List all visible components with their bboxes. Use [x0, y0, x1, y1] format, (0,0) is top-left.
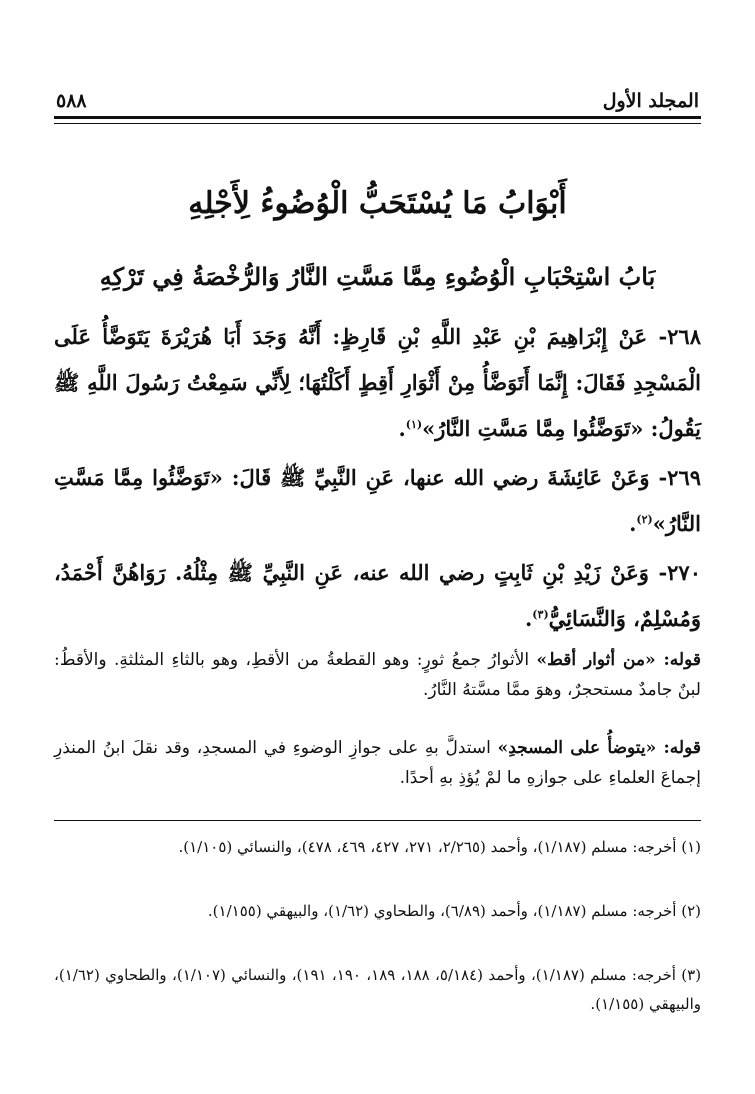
hadith-269: ٢٦٩- وَعَنْ عَائِشَةَ رضي الله عنها، عَنِ النَّبِيِّ ﷺ قَالَ: «تَوَضَّئُوا مِمَّا مَسَّتِ النَّارُ»$^{(٢)}$.	[54, 465, 702, 536]
hadith-text: عَنْ إِبْرَاهِيمَ بْنِ عَبْدِ اللَّهِ بْنِ قَارِظٍ: أَنَّهُ وَجَدَ أَبَا هُرَيْرَةَ يَتَوَضَّأُ عَلَى الْمَسْجِدِ فَقَالَ: إِنَّمَا أَتَوَضَّأُ مِنْ أَثْوَارِ أَقِطٍ أَكَلْتُهَا؛ لِأَنِّي سَمِعْتُ رَسُولَ اللَّهِ ﷺ يَقُولُ: «تَوَضَّئُوا مِمَّا مَسَّتِ النَّارُ»	[54, 324, 701, 441]
footnote-ref: (٣)	[532, 608, 549, 621]
commentary-lead: قوله: «يتوضأُ على المسجدِ»	[497, 738, 701, 758]
hadith-268: ٢٦٨- عَنْ إِبْرَاهِيمَ بْنِ عَبْدِ اللَّهِ بْنِ قَارِظٍ: أَنَّهُ وَجَدَ أَبَا هُرَيْرَةَ يَتَوَضَّأُ عَلَى الْمَسْجِدِ فَقَالَ: إِنَّمَا أَتَوَضَّأُ مِنْ أَثْوَارِ أَقِطٍ أَكَلْتُهَا؛ لِأَنِّي سَمِعْتُ رَسُولَ اللَّهِ ﷺ يَقُولُ: «تَوَضَّئُوا مِمَّا مَسَّتِ النَّارُ»$^{(١)}$.	[54, 324, 701, 441]
footnote: (١) أخرجه: مسلم (١/١٨٧)، وأحمد (٢/٢٦٥، ٢٧١، ٤٢٧، ٤٦٩، ٤٧٨)، والنسائي (١/١٠٥).	[178, 838, 701, 856]
hadith-text: وَعَنْ عَائِشَةَ رضي الله عنها، عَنِ النَّبِيِّ ﷺ قَالَ: «تَوَضَّئُوا مِمَّا مَسَّتِ النَّارُ»	[54, 465, 701, 536]
hadith-270: ٢٧٠- وَعَنْ زَيْدِ بْنِ ثَابِتٍ رضي الله عنه، عَنِ النَّبِيِّ ﷺ مِثْلُهُ. رَوَاهُنَّ أَحْمَدُ، وَمُسْلِمٌ، وَالنَّسَائِيُّ$^{(٣)}$.	[54, 560, 701, 631]
section-title: أَبْوَابُ مَا يُسْتَحَبُّ الْوُضُوءُ لِأَجْلِهِ	[188, 186, 567, 221]
header-rule-thick	[54, 116, 701, 119]
running-header	[56, 80, 699, 112]
hadith-number: ٢٦٩-	[658, 465, 702, 490]
header-rule-thin	[54, 123, 701, 124]
footnote: (٢) أخرجه: مسلم (١/١٨٧)، وأحمد (٦/٨٩)، والطحاوي (١/٦٢)، والبيهقي (١/١٥٥).	[207, 902, 701, 920]
footnote: (٣) أخرجه: مسلم (١/١٨٧)، وأحمد (٥/١٨٤، ١٨٨، ١٨٩، ١٩٠، ١٩١)، والنسائي (١/١٠٧)، والطحاوي (١/٦٢)، والبيهقي (١/١٥٥).	[54, 966, 702, 1013]
hadith-number: ٢٧٠-	[658, 560, 701, 585]
commentary-text: استدلَّ بهِ على جوازِ الوضوءِ في المسجدِ، وقد نقلَ ابنُ المنذرِ إجماعَ العلماءِ على جوازهِ ما لمْ يُؤذِ بهِ أحدًا.	[54, 738, 701, 788]
hadith-number: ٢٦٨-	[658, 324, 701, 349]
footnote-ref: (١)	[405, 418, 423, 431]
commentary-lead: قوله: «من أثوار أقط»	[536, 650, 701, 670]
commentary-paragraph	[54, 733, 701, 793]
footnote-divider	[54, 820, 701, 821]
commentary-paragraph	[54, 645, 701, 705]
page-number: ٥٨٨	[56, 90, 87, 112]
hadith-text: وَعَنْ زَيْدِ بْنِ ثَابِتٍ رضي الله عنه، عَنِ النَّبِيِّ ﷺ مِثْلُهُ. رَوَاهُنَّ أَحْمَدُ، وَمُسْلِمٌ، وَالنَّسَائِيُّ	[54, 560, 701, 631]
chapter-title: بَابُ اسْتِحْبَابِ الْوُضُوءِ مِمَّا مَسَّتِ النَّارُ وَالرُّخْصَةُ فِي تَرْكِهِ	[99, 262, 656, 291]
volume-label: المجلد الأول	[602, 90, 699, 112]
footnote-ref: (٢)	[636, 513, 653, 526]
commentary-text: الأثوارُ جمعُ ثورٍ: وهو القطعةُ من الأقطِ، وهو بالثاءِ المثلثةِ. والأقطُ: لبنٌ جامدٌ مستحجرٌ، وهوَ ممَّا مسَّتهُ النَّارُ.	[54, 650, 701, 700]
